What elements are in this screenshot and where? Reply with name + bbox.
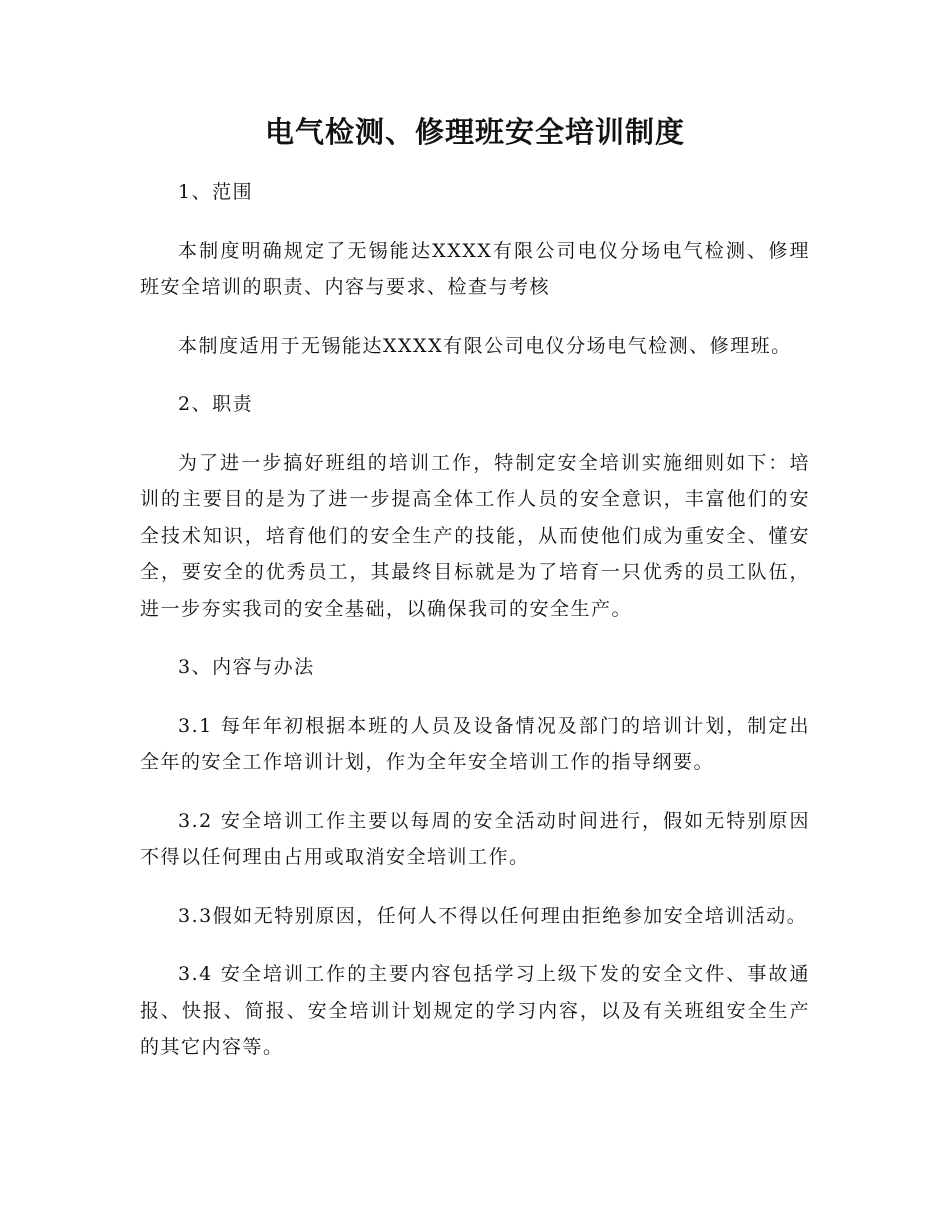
paragraph-responsibilities: 为了进一步搞好班组的培训工作，特制定安全培训实施细则如下：培训的主要目的是为了进一步提高全体工作人员的安全意识，丰富他们的安全技术知识，培育他们的安全生产的技能，从而使他们成为重安全、懂安全，要安全的优秀员工，其最终目标就是为了培育一只优秀的员工队伍，进一步夯实我司的安全基础，以确保我司的安全生产。: [140, 451, 810, 620]
section-heading-responsibilities: 2、职责: [178, 393, 254, 415]
paragraph-item-3-4: 3.4 安全培训工作的主要内容包括学习上级下发的安全文件、事故通报、快报、简报、安全培训计划规定的学习内容，以及有关班组安全生产的其它内容等。: [140, 963, 810, 1058]
section-heading-scope: 1、范围: [178, 181, 254, 203]
document-title: 电气检测、修理班安全培训制度: [264, 115, 685, 149]
paragraph-item-3-1: 3.1 每年年初根据本班的人员及设备情况及部门的培训计划，制定出全年的安全工作培训计划，作为全年安全培训工作的指导纲要。: [140, 714, 810, 773]
paragraph-item-3-3: 3.3假如无特别原因，任何人不得以任何理由拒绝参加安全培训活动。: [178, 904, 808, 927]
paragraph-item-3-2: 3.2 安全培训工作主要以每周的安全活动时间进行，假如无特别原因不得以任何理由占用或取消安全培训工作。: [140, 809, 810, 868]
section-heading-content-methods: 3、内容与办法: [178, 656, 315, 678]
paragraph-scope-applicability: 本制度适用于无锡能达XXXX有限公司电仪分场电气检测、修理班。: [178, 334, 792, 357]
paragraph-scope-definition: 本制度明确规定了无锡能达XXXX有限公司电仪分场电气检测、修理班安全培训的职责、内容与要求、检查与考核: [140, 239, 810, 298]
